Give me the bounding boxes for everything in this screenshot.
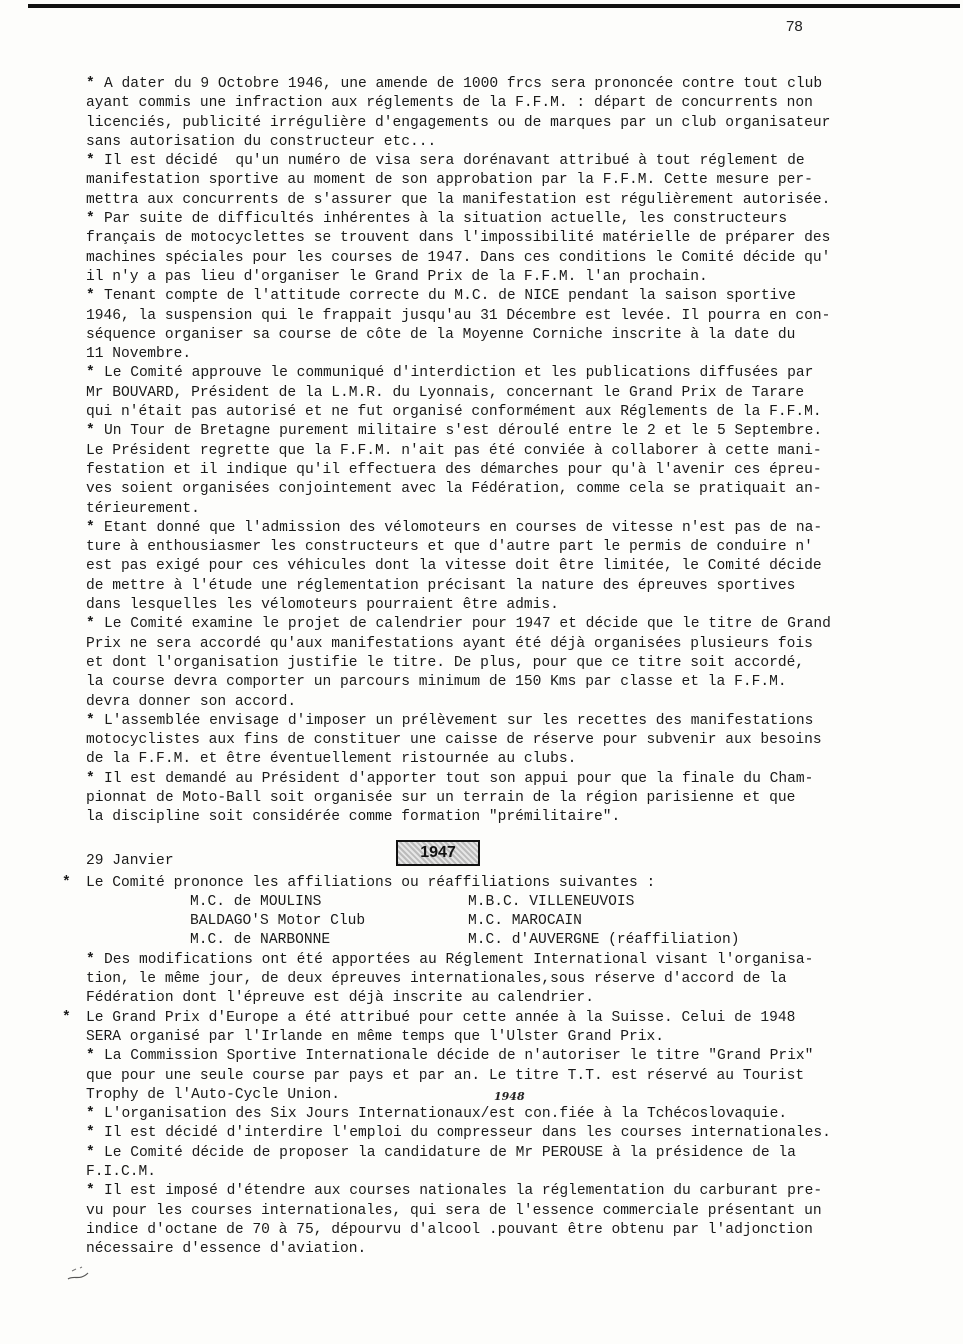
text-line — [0, 1105, 963, 1124]
text-line — [0, 94, 963, 113]
year-stamp: 1947 — [396, 840, 480, 866]
paragraph-text: que pour une seule course par pays et par an. Le titre T.T. est réservé au Tourist — [86, 1067, 805, 1084]
text-line — [0, 307, 963, 326]
text-line — [0, 229, 963, 248]
text-line — [0, 538, 963, 557]
meeting-date-row — [0, 840, 963, 874]
text-line — [0, 1163, 963, 1182]
text-line — [0, 403, 963, 422]
text-line — [0, 712, 963, 731]
bullet-asterisk-icon: * — [86, 423, 95, 440]
paragraph-text: dans lesquelles les vélomoteurs pourraient être admis. — [86, 597, 559, 614]
club-name: BALDAGO'S Motor Club — [190, 913, 366, 930]
bullet-asterisk-icon: * — [86, 770, 95, 787]
club-name: M.C. de NARBONNE — [190, 932, 331, 949]
text-line — [0, 345, 963, 364]
paragraph-text: Le Comité approuve le communiqué d'interdiction et les publications diffusées par — [104, 365, 814, 382]
paragraph-text: de mettre à l'étude une réglementation précisant la nature des épreuves sportives — [86, 577, 796, 594]
text-line — [0, 500, 963, 519]
paragraph-text: ves soient organisées conjointement avec la Fédération, comme cela se pratiquait an- — [86, 481, 822, 498]
text-line — [0, 1028, 963, 1047]
text-line — [0, 1144, 963, 1163]
paragraph-text: Il est décidé d'interdire l'emploi du compresseur dans les courses internationales. — [104, 1125, 831, 1142]
text-line — [0, 249, 963, 268]
text-line — [0, 750, 963, 769]
paragraph-text: français de motocyclettes se trouvent dans l'impossibilité matérielle de préparer des — [86, 230, 831, 247]
text-line — [0, 1182, 963, 1201]
bullet-asterisk-icon: * — [86, 1048, 95, 1065]
text-line — [0, 326, 963, 345]
text-line — [0, 1240, 963, 1259]
text-line — [0, 1067, 963, 1086]
paragraph-text: Etant donné que l'admission des vélomoteurs en courses de vitesse n'est pas de na- — [104, 519, 823, 536]
paragraph-text: SERA organisé par l'Irlande en même temps que l'Ulster Grand Prix. — [86, 1028, 665, 1045]
paragraph-text: Le Comité décide de proposer la candidature de Mr PEROUSE à la présidence de la — [104, 1144, 796, 1161]
text-line — [0, 519, 963, 538]
bullet-asterisk-icon: * — [86, 76, 95, 92]
paragraph-text: Il est décidé qu'un numéro de visa sera dorénavant attribué à tout réglement de — [104, 153, 805, 170]
text-line — [0, 770, 963, 789]
paragraph-text: Le Grand Prix d'Europe a été attribué pour cette année à la Suisse. Celui de 1948 — [86, 1009, 796, 1026]
text-line — [0, 1086, 963, 1105]
paragraph-text: et dont l'organisation justifie le titre. De plus, pour que ce titre soit accordé, — [86, 654, 805, 671]
paragraph-text: Le Comité examine le projet de calendrier pour 1947 et décide que le titre de Grand — [104, 616, 831, 633]
text-line — [0, 970, 963, 989]
bullet-asterisk-icon: * — [86, 153, 95, 170]
paragraph-text: la course devra comporter un parcours minimum de 150 Kms par classe et la F.F.M. — [86, 674, 787, 691]
paragraph-text: 11 Novembre. — [86, 346, 192, 363]
paragraph-text: Le Comité prononce les affiliations ou réaffiliations suivantes : — [86, 874, 656, 891]
text-line — [0, 75, 963, 94]
text-line — [0, 210, 963, 229]
paragraph-text: La Commission Sportive Internationale décide de n'autoriser le titre "Grand Prix" — [104, 1048, 814, 1065]
text-line — [0, 1047, 963, 1066]
bullet-asterisk-icon: * — [86, 951, 95, 968]
document-body — [0, 75, 963, 1260]
paragraph-text: L'assemblée envisage d'imposer un prélèvement sur les recettes des manifestations — [104, 712, 814, 729]
text-line — [0, 731, 963, 750]
club-row — [0, 912, 963, 931]
text-line — [0, 635, 963, 654]
paragraph-text: il n'y a pas lieu d'organiser le Grand Prix de la F.F.M. l'an prochain. — [86, 268, 708, 285]
paragraph-text: Prix ne sera accordé qu'aux manifestations ayant été déjà organisées plusieurs fois — [86, 635, 813, 652]
paragraph-text: manifestation sportive au moment de son approbation par la F.F.M. Cette mesure per- — [86, 172, 813, 189]
bullet-asterisk-icon: * — [86, 616, 95, 633]
text-line — [0, 191, 963, 210]
club-row — [0, 893, 963, 912]
text-line — [0, 364, 963, 383]
paragraph-text: 1946, la suspension qui le frappait jusqu'au 31 Décembre est levée. Il pourra en con- — [86, 307, 831, 324]
handwritten-annotation: 1948 — [494, 1090, 525, 1103]
paragraph-text: ayant commis une infraction aux réglements de la F.F.M. : départ de concurrents non — [86, 95, 813, 112]
text-line — [0, 133, 963, 152]
paragraph-text: pionnat de Moto-Ball soit organisée sur un terrain de la région parisienne et que — [86, 789, 796, 806]
text-line — [0, 874, 963, 893]
top-border-rule — [28, 4, 960, 8]
page-number: 78 — [786, 18, 803, 35]
paragraph-text: motocyclistes aux fins de constituer une caisse de réserve pour subvenir aux besoins — [86, 732, 822, 749]
text-line — [0, 1221, 963, 1240]
club-name: M.C. d'AUVERGNE (réaffiliation) — [468, 932, 740, 949]
text-line — [0, 152, 963, 171]
text-line — [0, 693, 963, 712]
paragraph-text: Un Tour de Bretagne purement militaire s'est déroulé entre le 2 et le 5 Septembre. — [104, 423, 823, 440]
paragraph-text: Le Président regrette que la F.F.M. n'ait pas été conviée à collaborer à cette mani- — [86, 442, 822, 459]
bullet-asterisk-icon: * — [86, 712, 95, 729]
bullet-asterisk-icon: * — [86, 365, 95, 382]
text-line — [0, 384, 963, 403]
text-line — [0, 287, 963, 306]
paragraph-text: festation et il indique qu'il effectuera des démarches pour qu'à l'avenir ces épreu- — [86, 461, 822, 478]
text-line — [0, 673, 963, 692]
text-line — [0, 171, 963, 190]
club-name: M.C. de MOULINS — [190, 893, 322, 910]
bullet-asterisk-icon: * — [86, 1125, 95, 1142]
text-line — [0, 422, 963, 441]
paragraph-text: sans autorisation du constructeur etc... — [86, 133, 437, 150]
text-line — [0, 577, 963, 596]
meeting-date: 29 Janvier — [86, 852, 174, 869]
paragraph-text: devra donner son accord. — [86, 693, 297, 710]
paragraph-text: de la F.F.M. et être éventuellement ristournée au clubs. — [86, 751, 577, 768]
text-line — [0, 989, 963, 1008]
paragraph-text: Trophy de l'Auto-Cycle Union. — [86, 1086, 340, 1103]
bullet-asterisk-icon: * — [86, 1144, 95, 1161]
paragraph-text: qui n'était pas autorisé et ne fut organisé conformément aux Réglements de la F.F.M. — [86, 404, 822, 421]
text-line — [0, 808, 963, 827]
paragraph-text: indice d'octane de 70 à 75, dépourvu d'alcool .pouvant être obtenu par l'adjonction — [86, 1221, 813, 1238]
bullet-asterisk-icon: * — [86, 1106, 95, 1123]
text-line — [0, 596, 963, 615]
paragraph-text: Des modifications ont été apportées au Réglement International visant l'organisa- — [104, 951, 814, 968]
bullet-asterisk-icon: * — [86, 1183, 95, 1200]
bullet-asterisk-icon: * — [86, 288, 95, 305]
paragraph-text: mettra aux concurrents de s'assurer que la manifestation est régulièrement autorisée. — [86, 191, 831, 208]
paragraph-text: Par suite de difficultés inhérentes à la situation actuelle, les constructeurs — [104, 211, 788, 228]
text-line — [0, 1202, 963, 1221]
text-line — [0, 615, 963, 634]
paragraph-text: séquence organiser sa course de côte de la Moyenne Corniche inscrite à la date du — [86, 326, 796, 343]
text-line — [0, 1009, 963, 1028]
text-line — [0, 789, 963, 808]
text-line — [0, 442, 963, 461]
paragraph-text: la discipline soit considérée comme formation "prémilitaire". — [86, 809, 621, 826]
paragraph-text: F.I.C.M. — [86, 1164, 157, 1181]
text-line — [0, 480, 963, 499]
paragraph-text: Il est imposé d'étendre aux courses nationales la réglementation du carburant pre- — [104, 1183, 823, 1200]
bullet-asterisk-icon: * — [86, 519, 95, 536]
text-line — [0, 114, 963, 133]
bullet-asterisk-icon: * — [62, 874, 71, 891]
paragraph-text: térieurement. — [86, 500, 200, 517]
text-line — [0, 268, 963, 287]
paragraph-text: est pas exigé pour ces véhicules dont la vitesse doit être limitée, le Comité décide — [86, 558, 822, 575]
text-line — [0, 654, 963, 673]
text-line — [0, 1124, 963, 1143]
paragraph-text: ture à enthousiasmer les constructeurs et que d'autre part le permis de conduire n' — [86, 539, 813, 556]
paragraph-text: nécessaire d'essence d'aviation. — [86, 1241, 367, 1258]
text-line — [0, 557, 963, 576]
club-row — [0, 931, 963, 950]
paragraph-text: vu pour les courses internationales, qui sera de l'essence commerciale présentant un — [86, 1202, 822, 1219]
text-line — [0, 951, 963, 970]
margin-scribble-icon — [66, 1265, 90, 1283]
paragraph-text: Mr BOUVARD, Président de la L.M.R. du Lyonnais, concernant le Grand Prix de Tarare — [86, 384, 805, 401]
paragraph-text: Fédération dont l'épreuve est déjà inscrite au calendrier. — [86, 990, 594, 1007]
bullet-asterisk-icon: * — [62, 1009, 71, 1026]
bullet-asterisk-icon: * — [86, 211, 95, 228]
paragraph-text: L'organisation des Six Jours Internationaux/est con.fiée à la Tchécoslovaquie. — [104, 1106, 788, 1123]
paragraph-text: Tenant compte de l'attitude correcte du M.C. de NICE pendant la saison sportive — [104, 288, 796, 305]
paragraph-text: machines spéciales pour les courses de 1947. Dans ces conditions le Comité décide qu' — [86, 249, 831, 266]
text-line — [0, 461, 963, 480]
paragraph-text: A dater du 9 Octobre 1946, une amende de 1000 frcs sera prononcée contre tout club — [104, 76, 823, 92]
club-name: M.B.C. VILLENEUVOIS — [468, 893, 635, 910]
paragraph-text: tion, le même jour, de deux épreuves internationales,sous réserve d'accord de la — [86, 971, 787, 988]
club-name: M.C. MAROCAIN — [468, 913, 582, 930]
paragraph-text: licenciés, publicité irrégulière d'engagements ou de marques par un club organisateur — [86, 114, 831, 131]
paragraph-text: Il est demandé au Président d'apporter tout son appui pour que la finale du Cham- — [104, 770, 814, 787]
